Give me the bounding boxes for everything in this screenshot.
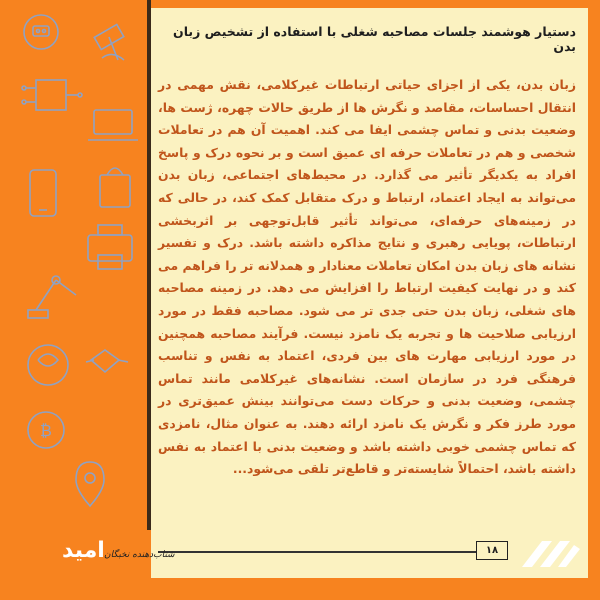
page-title: دستیار هوشمند جلسات مصاحبه شغلی با استفاده از تشخیص زبان بدن <box>173 24 576 54</box>
left-decor-panel <box>0 0 147 600</box>
page-number: ۱۸ <box>476 541 508 560</box>
footer-divider <box>158 551 476 553</box>
location-pin-icon <box>76 462 104 506</box>
svg-text:₿: ₿ <box>40 421 52 440</box>
document-page <box>151 8 588 530</box>
robot-arm-icon <box>28 276 76 318</box>
bitcoin-icon <box>28 412 64 448</box>
laptop-icon <box>88 110 138 140</box>
brand-tagline: شتاب‌دهنده نخبگان <box>104 550 175 560</box>
printer-icon <box>88 225 132 269</box>
document-content <box>158 16 576 481</box>
body-paragraph: زبان بدن، یکی از اجزای حیاتی ارتباطات غیرکلامی، نقش مهمی در انتقال احساسات، مقاصد و نگرش ها از طریق حالات چهره، ژست ها، وضعیت بدنی و تماس چشمی ایفا می کند. اهمیت آن هم در تعاملات شخصی و هم در تعاملات حرفه ای عمیق است و بر نحوه درک و پاسخ افراد به یکدیگر تأثیر می گذارد. در محیط‌های اجتماعی، زبان بدن می‌تواند به ایجاد اعتماد، ارتباط و درک متقابل کمک کند، در حالی که در زمینه‌های حرفه‌ای، می‌تواند تأثیر قابل‌توجهی بر اثربخشی ارتباطات، پویایی رهبری و نتایج مذاکره داشته باشد. درک و تفسیر نشانه های زبان بدن امکان تعاملات معنادار و همدلانه تر را فراهم می کند و در نهایت کیفیت ارتباط را افزایش می دهد. در زمینه مصاحبه های شغلی، زبان بدن حتی جدی تر می شود. مصاحبه فقط در مورد ارزیابی صلاحیت ها و تجربه یک نامزد نیست. فرآیند مصاحبه همچنین در مورد ارزیابی مهارت های بین فردی، اعتماد به نفس و تناسب فرهنگی فرد در سازمان است. نشانه‌های غیرکلامی مانند تماس چشمی، وضعیت بدنی و حرکات دست می‌توانند بینش عمیق‌تری در مورد طرز فکر و نگرش یک نامزد ارائه دهند. به عنوان مثال، نامزدی که تماس چشمی خوبی داشته باشد و وضعیت بدنی با اعتماد به نفس داشته باشد، احتمالاً شایسته‌تر و قاطع‌تر تلقی می‌شود... <box>158 77 576 477</box>
tech-icons-pattern <box>6 10 146 515</box>
shopping-bag-icon <box>100 168 130 207</box>
brand-name: امید <box>62 538 105 563</box>
brain-chip-icon <box>28 345 68 385</box>
handshake-icon <box>86 350 128 372</box>
brand-logo-icon <box>516 535 586 573</box>
circuit-icon <box>22 80 82 110</box>
satellite-icon <box>94 24 124 60</box>
robot-icon <box>24 15 58 49</box>
smartphone-icon <box>30 170 56 216</box>
